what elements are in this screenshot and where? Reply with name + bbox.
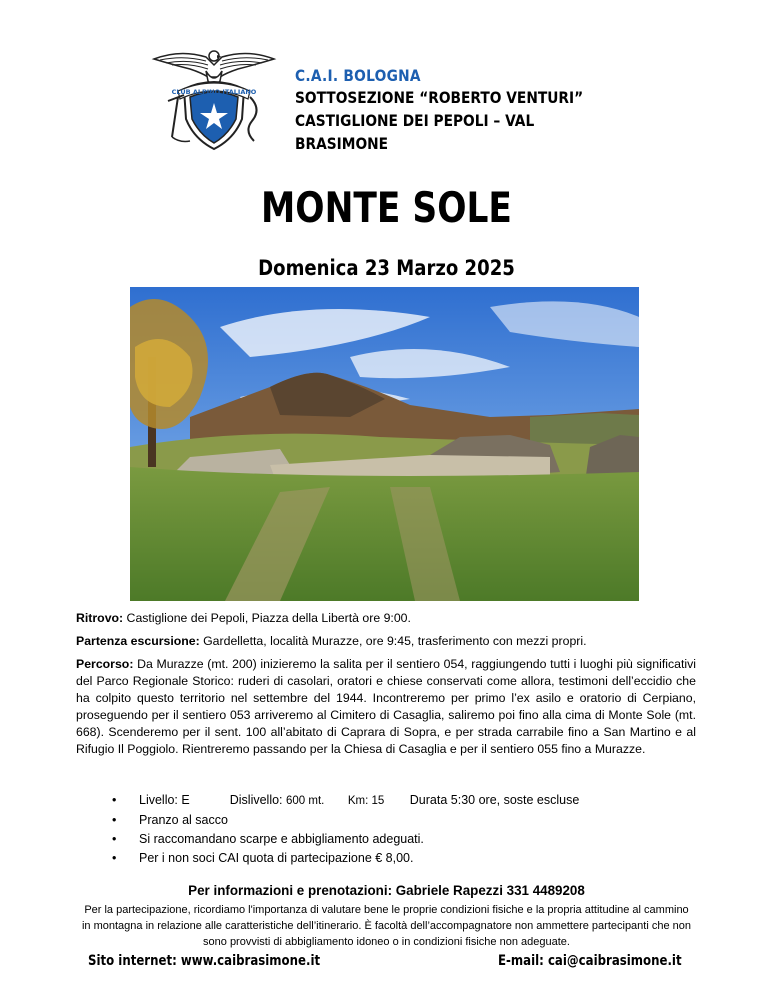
km: Km: 15 bbox=[347, 795, 385, 807]
dislivello-label: Dislivello: bbox=[229, 793, 283, 807]
header bbox=[150, 45, 650, 155]
percorso-label: Percorso: bbox=[76, 657, 134, 671]
dislivello-value: 600 mt. bbox=[286, 795, 325, 807]
ritrovo-label: Ritrovo: bbox=[76, 611, 124, 625]
list-item: • Pranzo al sacco bbox=[112, 811, 672, 830]
email-link[interactable]: E-mail: cai@caibrasimone.it bbox=[498, 953, 682, 969]
percorso-paragraph bbox=[76, 656, 696, 758]
livello: Livello: E bbox=[139, 793, 190, 807]
list-item: • Per i non soci CAI quota di partecipazione € 8,00. bbox=[112, 849, 672, 868]
partenza-paragraph bbox=[76, 633, 696, 650]
org-line-2: SOTTOSEZIONE “ROBERTO VENTURI” bbox=[295, 88, 584, 107]
logo-ribbon-text: CLUB ALPINO ITALIANO bbox=[171, 88, 257, 96]
list-item: • Si raccomandano scarpe e abbigliamento adeguati. bbox=[112, 830, 672, 849]
info-text: Per la partecipazione, ricordiamo l'importanza di valutare bene le proprie condizioni fisiche e la propria attitudine al cammino in montagna in relazione alle caratteristiche dell’itinerario. È facoltà dell’accompagnatore non ammettere partecipanti che non sono provvisti di abbigliamento idoneo o in condizioni fisiche non adeguate. bbox=[81, 904, 691, 948]
org-line-3: CASTIGLIONE DEI PEPOLI – VAL BRASIMONE bbox=[295, 111, 535, 153]
event-date: Domenica 23 Marzo 2025 bbox=[258, 256, 515, 280]
landscape-photo bbox=[130, 287, 639, 601]
cai-logo bbox=[150, 45, 278, 153]
org-line-1: C.A.I. BOLOGNA bbox=[295, 66, 421, 85]
organization-block bbox=[295, 65, 600, 155]
ritrovo-text: Castiglione dei Pepoli, Piazza della Libertà ore 9:00. bbox=[123, 611, 411, 625]
ritrovo-paragraph bbox=[76, 610, 696, 627]
partenza-text: Gardelletta, località Murazze, ore 9:45, trasferimento con mezzi propri. bbox=[199, 634, 587, 648]
list-item bbox=[112, 791, 672, 811]
durata: Durata 5:30 ore, soste escluse bbox=[409, 793, 580, 807]
event-details bbox=[76, 610, 696, 764]
info-title: Per informazioni e prenotazioni: Gabriele Rapezzi 331 4489208 bbox=[188, 883, 585, 898]
website-link[interactable]: Sito internet: www.caibrasimone.it bbox=[88, 953, 321, 969]
percorso-text: Da Murazze (mt. 200) inizieremo la salita per il sentiero 054, raggiungendo tutti i luoghi più significativi del Parco Regionale Storico: ruderi di casolari, oratori e chiese conservati come allora, testimoni dell’eccidio che ha colpito questo territorio nel settembre del 1944. Incontreremo per primo l’ex asilo e oratorio di Cerpiano, proseguendo per il sentiero 053 arriveremo al Cimitero di Casaglia, saliremo poi fino alla cima di Monte Sole (mt. 668). Scenderemo per il sent. 100 all’abitato di Caprara di Sopra, e per strada carrabile fino a San Martino e al Rifugio Il Poggiolo. Rientreremo passando per la Chiesa di Casaglia e per il sentiero 055 fino a Murazze. bbox=[76, 657, 696, 756]
page-title: MONTE SOLE bbox=[261, 183, 512, 232]
partenza-label: Partenza escursione: bbox=[76, 634, 200, 648]
details-list bbox=[112, 791, 672, 868]
